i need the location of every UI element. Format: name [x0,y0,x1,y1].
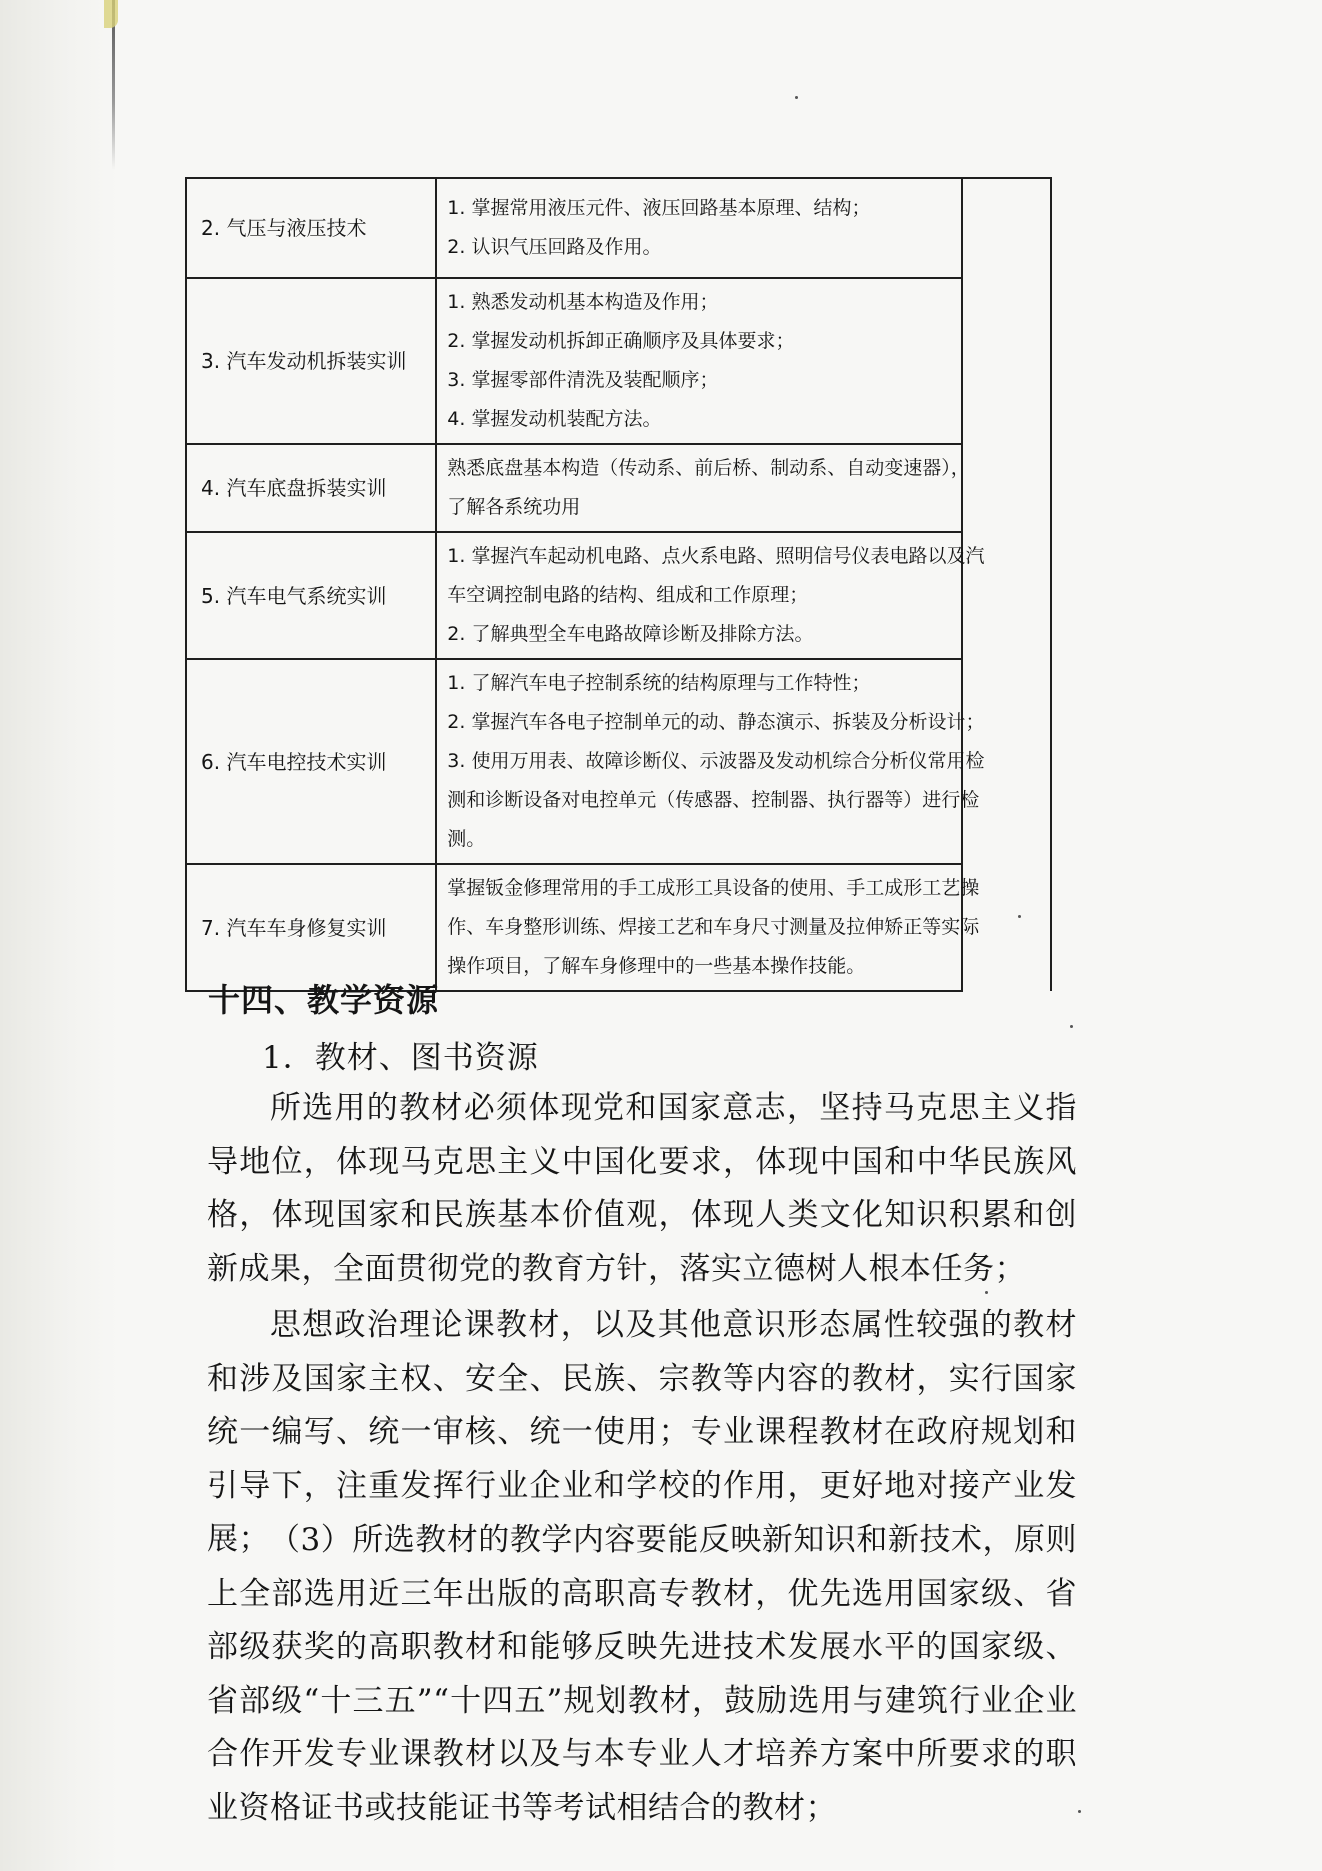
content-line: 1. 了解汽车电子控制系统的结构原理与工作特性； [447,672,871,694]
paragraph-text: 思想政治理论课教材，以及其他意识形态属性较强的教材和涉及国家主权、安全、民族、宗教等内容的教材，实行国家统一编写、统一审核、统一使用；专业课程教材在政府规划和引导下，注重发挥行业企业和学校的作用，更好地对接产业发展； [207,1307,1077,1557]
section-heading: 十四、教学资源 [208,981,440,1019]
training-table [185,177,1052,992]
paragraph-text: （3）所选教材的教学内容要能反映新知识和新技术，原则上全部选用近三年出版的高职高专教材，优先选用国家级、省部级获奖的高职教材和能够反映先进技术发展水平的国家级、省部级“十三五”“十四五”规划教材，鼓励选用与建筑行业企业合作开发专业课教材以及与本专业人才培养方案中所要求的职业资格证书或技能证书等考试相结合的教材； [207,1522,1077,1826]
content-line: 作、车身整形训练、焊接工艺和车身尺寸测量及拉伸矫正等实际 [447,916,980,938]
content-line: 掌握钣金修理常用的手工成形工具设备的使用、手工成形工艺操 [447,877,980,899]
content-line: 3. 使用万用表、故障诊断仪、示波器及发动机综合分析仪常用检 [447,750,985,772]
content-line: 4. 掌握发动机装配方法。 [447,408,662,430]
scan-speck [1070,1025,1073,1028]
course-name: 7. 汽车车身修复实训 [186,864,436,991]
course-name: 2. 气压与液压技术 [186,178,436,278]
content-line: 2. 掌握发动机拆卸正确顺序及具体要求； [447,330,795,352]
content-line: 2. 了解典型全车电路故障诊断及排除方法。 [447,623,814,645]
table-row [186,532,1051,659]
content-line: 了解各系统功用 [447,496,581,518]
table-row [186,278,1051,444]
content-line: 3. 掌握零部件清洗及装配顺序； [447,369,719,391]
scan-speck [1018,915,1021,918]
table-row [186,864,1051,991]
content-line: 1. 掌握常用液压元件、液压回路基本原理、结构； [447,197,871,219]
content-line: 2. 认识气压回路及作用。 [447,236,662,258]
content-line: 测。 [447,828,486,850]
content-line: 1. 掌握汽车起动机电路、点火系电路、照明信号仪表电路以及汽 [447,545,985,567]
course-name: 5. 汽车电气系统实训 [186,532,436,659]
table-row [186,178,1051,278]
course-content [436,444,970,532]
course-content [436,532,985,659]
table-row [186,444,1051,532]
course-content [436,864,980,991]
content-line: 1. 熟悉发动机基本构造及作用； [447,291,719,313]
content-line: 车空调控制电路的结构、组成和工作原理； [447,584,809,606]
paragraph [207,1514,1077,1835]
paragraph-text: 所选用的教材必须体现党和国家意志，坚持马克思主义指导地位，体现马克思主义中国化要求，体现中国和中华民族风格，体现国家和民族基本价值观，体现人类文化知识积累和创新成果，全面贯彻党的教育方针，落实立德树人根本任务； [207,1090,1077,1287]
course-content [436,178,962,278]
content-line: 2. 掌握汽车各电子控制单元的动、静态演示、拆装及分析设计； [447,711,985,733]
corner-mark [104,0,118,28]
content-line: 测和诊断设备对电控单元（传感器、控制器、执行器等）进行检 [447,789,980,811]
page-left-shadow [0,0,118,1871]
course-name: 3. 汽车发动机拆装实训 [186,278,436,444]
scan-speck [985,1291,988,1294]
section-subheading: 1．教材、图书资源 [262,1040,539,1076]
content-line: 熟悉底盘基本构造（传动系、前后桥、制动系、自动变速器）， [447,457,970,479]
scan-speck [795,96,798,99]
table-row [186,659,1051,864]
course-content [436,659,985,864]
course-name: 6. 汽车电控技术实训 [186,659,436,864]
training-table-wrap [185,177,1052,992]
content-line: 操作项目，了解车身修理中的一些基本操作技能。 [447,955,866,977]
course-name: 4. 汽车底盘拆装实训 [186,444,436,532]
scan-speck [1078,1810,1081,1813]
course-content [436,278,962,444]
remarks-cell [962,178,1051,991]
paragraph [207,1082,1077,1296]
